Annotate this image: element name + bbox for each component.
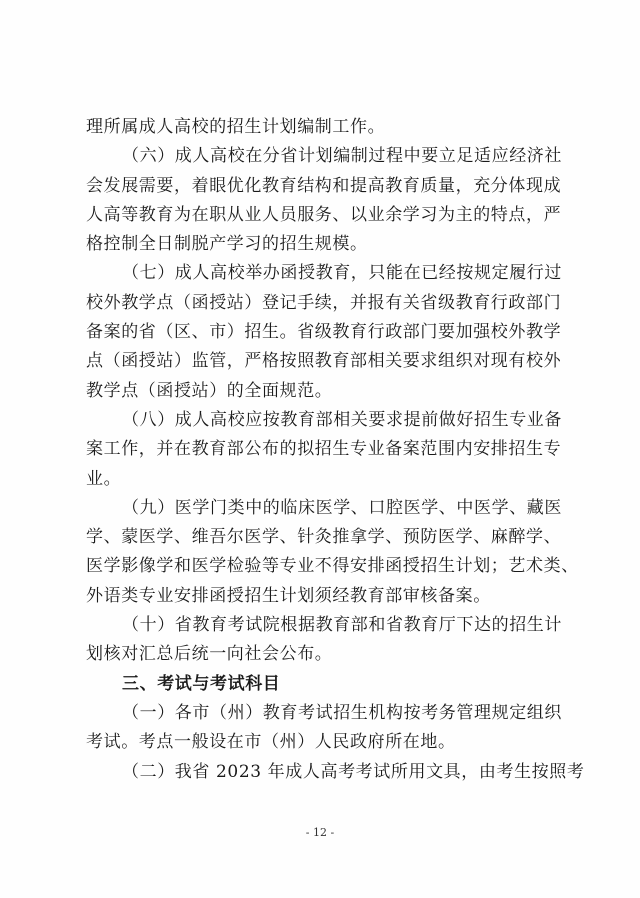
text-line: 校外教学点（函授站）登记手续，并报有关省级教育行政部门 xyxy=(86,292,562,313)
body-text xyxy=(86,113,585,787)
text-line: （十）省教育考试院根据教育部和省教育厅下达的招生计 xyxy=(122,615,562,636)
text-line: （一）各市（州）教育考试招生机构按考务管理规定组织 xyxy=(122,702,562,723)
text-line: 外语类专业安排函授招生计划须经教育部审核备案。 xyxy=(86,585,491,606)
text-line: （七）成人高校举办函授教育，只能在已经按规定履行过 xyxy=(122,263,562,284)
text-line: 教学点（函授站）的全面规范。 xyxy=(86,380,333,401)
text-line: 考试。考点一般设在市（州）人民政府所在地。 xyxy=(86,732,456,753)
text-line: 划核对汇总后统一向社会公布。 xyxy=(86,644,333,665)
text-line: （六）成人高校在分省计划编制过程中要立足适应经济社 xyxy=(122,146,562,167)
section-heading: 三、考试与考试科目 xyxy=(122,673,281,694)
page-number: - 12 - xyxy=(305,826,335,839)
text-line: 业。 xyxy=(86,468,122,489)
text-line: 学、蒙医学、维吾尔医学、针灸推拿学、预防医学、麻醉学、 xyxy=(86,527,562,548)
text-line: （八）成人高校应按教育部相关要求提前做好招生专业备 xyxy=(122,409,562,430)
text-line: 备案的省（区、市）招生。省级教育行政部门要加强校外教学 xyxy=(86,322,562,343)
text-line: 人高等教育为在职从业人员服务、以业余学习为主的特点，严 xyxy=(86,204,562,225)
text-line: 点（函授站）监管，严格按照教育部相关要求组织对现有校外 xyxy=(86,351,562,372)
text-line: （二）我省 2023 年成人高考考试所用文具，由考生按照考 xyxy=(122,761,585,782)
text-line: 案工作，并在教育部公布的拟招生专业备案范围内安排招生专 xyxy=(86,439,562,460)
text-line: 理所属成人高校的招生计划编制工作。 xyxy=(86,117,386,137)
text-line: 格控制全日制脱产学习的招生规模。 xyxy=(86,234,368,255)
text-line: 医学影像学和医学检验等专业不得安排函授招生计划；艺术类、 xyxy=(86,556,579,577)
text-line: 会发展需要，着眼优化教育结构和提高教育质量，充分体现成 xyxy=(86,175,562,196)
text-line: （九）医学门类中的临床医学、口腔医学、中医学、藏医 xyxy=(122,497,562,518)
